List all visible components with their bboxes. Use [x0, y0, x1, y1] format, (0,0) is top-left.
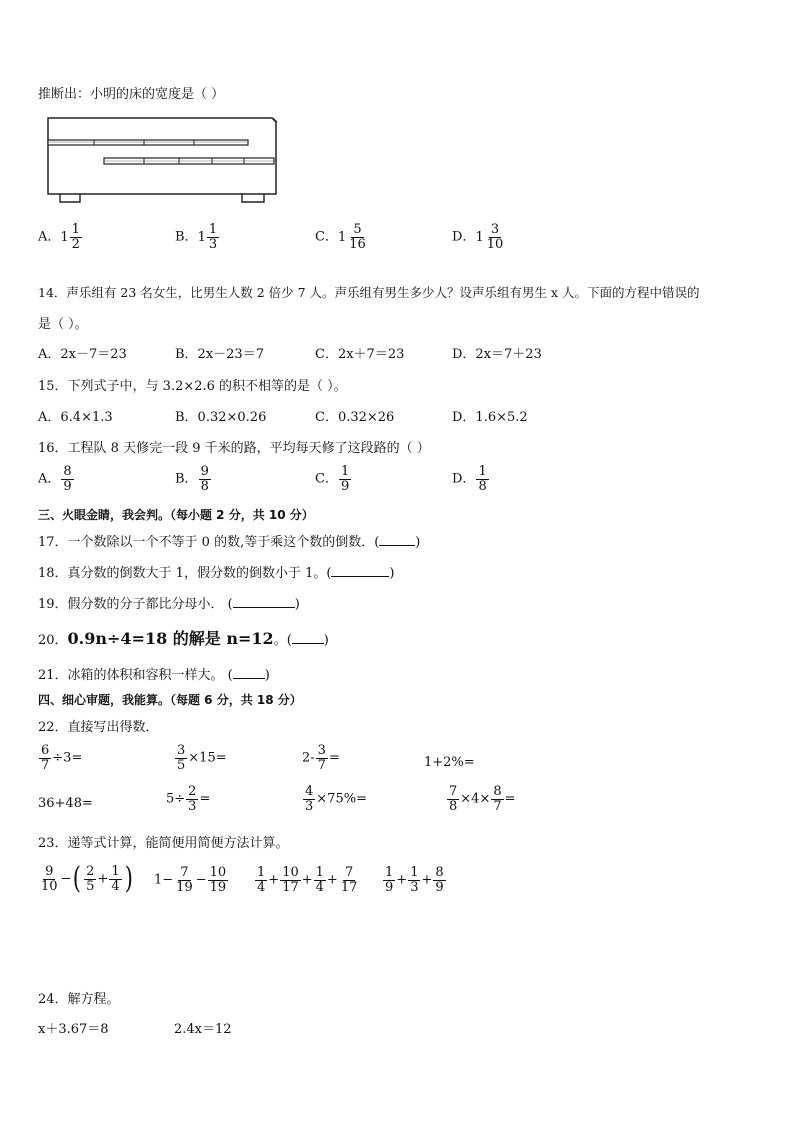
q18-answer-blank[interactable] — [331, 576, 389, 577]
q14-option-d[interactable]: D．2x＝7＋23 — [452, 347, 542, 362]
q15-option-d[interactable]: D．1.6×5.2 — [452, 410, 528, 425]
q17-answer-blank[interactable] — [379, 545, 415, 546]
q23-expr-b: 1− $\frac{7}{19}$ − $\frac{10}{19}$ — [154, 865, 227, 895]
q19-answer-blank[interactable] — [233, 607, 295, 608]
q14-option-a[interactable]: A．2x－7＝23 — [38, 347, 127, 362]
q13-option-c[interactable]: C． 1 $\frac{5}{16}$ — [315, 222, 366, 252]
q24-equation-2: 2.4x＝12 — [174, 1022, 232, 1037]
section-3-heading: 三、火眼金睛，我会判。（每小题 2 分，共 10 分） — [38, 508, 314, 522]
q13-conclusion: 推断出：小明的床的宽度是（ ） — [38, 87, 225, 102]
q14-text-line2: 是（ ）。 — [38, 317, 88, 332]
q14-text-line1: 14．声乐组有 23 名女生，比男生人数 2 倍少 7 人。声乐组有男生多少人？设声乐组有男生 x 人。下面的方程中错误的 — [38, 285, 700, 300]
q13-option-b[interactable]: B． 1 $\frac{1}{3}$ — [175, 222, 218, 252]
q22-expr-5: 36+48= — [38, 796, 93, 811]
q21-statement: 21．冰箱的体积和容积一样大。 ( ) — [38, 668, 270, 683]
q23-expr-a: $\frac{9}{10}$ −( $\frac{2}{5}$ + $\frac{1}{4}$ ) — [41, 861, 133, 896]
q16-option-b[interactable]: B． $\frac{9}{8}$ — [175, 464, 209, 494]
q22-expr-1: $\frac{6}{7}$ ÷3= — [41, 743, 83, 773]
q13-option-d[interactable]: D． 1 $\frac{3}{10}$ — [452, 222, 504, 252]
q13-option-a[interactable]: A． 1 $\frac{1}{2}$ — [38, 222, 80, 252]
q17-statement: 17．一个数除以一个不等于 0 的数,等于乘这个数的倒数．( ) — [38, 535, 421, 550]
q24-title: 24．解方程。 — [38, 992, 120, 1007]
section-4-heading: 四、细心审题，我能算。（每题 6 分，共 18 分） — [38, 693, 302, 707]
bed-measure-figure — [44, 116, 284, 204]
q22-expr-8: $\frac{7}{8}$ ×4× $\frac{8}{7}$ = — [449, 784, 516, 814]
q24-equation-1: x＋3.67＝8 — [38, 1022, 109, 1037]
q22-expr-3: 2- $\frac{3}{7}$ = — [302, 743, 340, 773]
q15-text: 15．下列式子中，与 3.2×2.6 的积不相等的是（ ）。 — [38, 379, 347, 394]
q22-title: 22．直接写出得数． — [38, 720, 159, 735]
q23-title: 23．递等式计算，能简便用简便方法计算。 — [38, 836, 289, 851]
q14-option-c[interactable]: C．2x＋7＝23 — [315, 347, 405, 362]
q16-option-a[interactable]: A． $\frac{8}{9}$ — [38, 464, 72, 494]
q18-statement: 18．真分数的倒数大于 1，假分数的倒数小于 1。( ) — [38, 566, 395, 581]
q16-option-d[interactable]: D． $\frac{1}{8}$ — [452, 464, 487, 494]
right-paren: ) — [124, 861, 133, 896]
q20-answer-blank[interactable] — [292, 643, 324, 644]
q14-option-b[interactable]: B．2x－23＝7 — [175, 347, 264, 362]
q21-answer-blank[interactable] — [233, 678, 265, 679]
q23-expr-d: $\frac{1}{9}$ + $\frac{1}{3}$ + $\frac{8}{9}$ — [385, 865, 444, 895]
q22-expr-7: $\frac{4}{3}$ ×75%= — [305, 784, 367, 814]
q16-text: 16．工程队 8 天修完一段 9 千米的路，平均每天修了这段路的（ ） — [38, 441, 430, 456]
q19-statement: 19．假分数的分子都比分母小． ( ) — [38, 597, 300, 612]
left-paren: ( — [73, 861, 82, 896]
q22-expr-2: $\frac{3}{5}$ ×15= — [177, 743, 227, 773]
q15-option-b[interactable]: B．0.32×0.26 — [175, 410, 267, 425]
q15-option-c[interactable]: C．0.32×26 — [315, 410, 395, 425]
q22-expr-4: 1+2%= — [424, 755, 475, 770]
q20-statement: 20．0.9n÷4=18 的解是 n=12。( ) — [38, 629, 329, 648]
q22-expr-6: 5÷ $\frac{2}{3}$ = — [166, 784, 211, 814]
q23-expr-c: $\frac{1}{4}$ + $\frac{10}{17}$ + $\frac{1}{4}$ + $\frac{7}{17}$ — [257, 865, 358, 895]
q15-option-a[interactable]: A．6.4×1.3 — [38, 410, 113, 425]
q16-option-c[interactable]: C． $\frac{1}{9}$ — [315, 464, 350, 494]
